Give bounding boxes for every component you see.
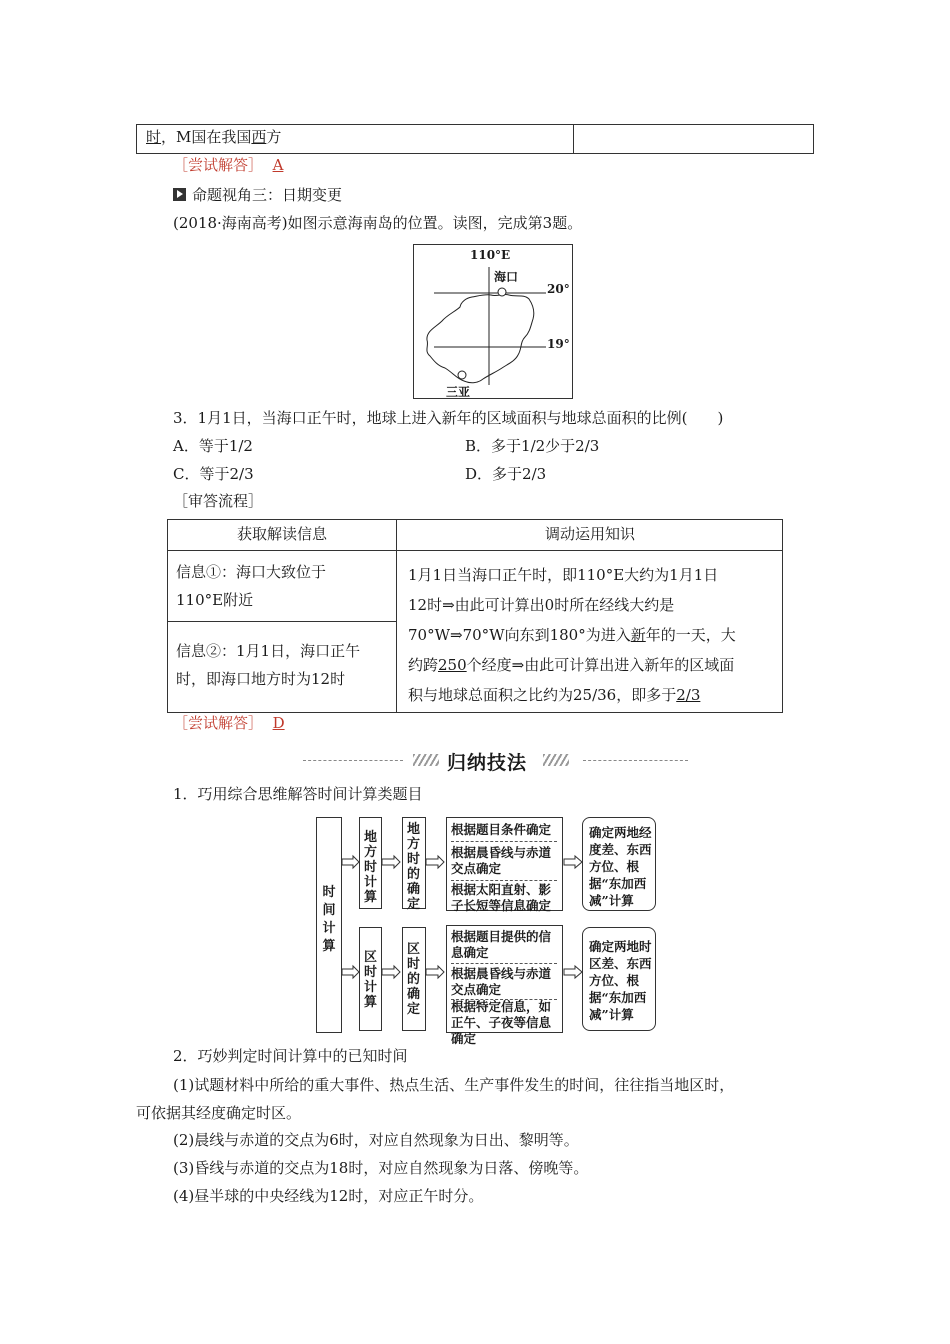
point-3: (3)昏线与赤道的交点为18时，对应自然现象为日落、傍晚等。 [173, 1159, 589, 1177]
lat-20-label: 20° [547, 282, 570, 296]
question-stem: 3．1月1日，当海口正午时，地球上进入新年的区域面积与地球总面积的比例( ) [173, 409, 724, 427]
header-info: 获取解读信息 [236, 525, 327, 543]
point-2: (2)晨线与赤道的交点为6时，对应自然现象为日出、黎明等。 [173, 1131, 579, 1149]
info-2: 信息②：1月1日，海口正午 时，即海口地方时为12时 [176, 642, 361, 688]
point-1a: (1)试题材料中所给的重大事件、热点生活、生产事件发生的时间，往往指当地区时， [173, 1076, 735, 1094]
hainan-map [413, 244, 573, 399]
flow-heading: ［审答流程］ [173, 492, 264, 510]
answer-1: ［尝试解答］ A [173, 156, 284, 174]
root-box: 时间计算 [316, 817, 342, 1033]
item-1-title: 1．巧用综合思维解答时间计算类题目 [173, 785, 423, 803]
banner [303, 748, 688, 772]
haikou-label: 海口 [494, 270, 519, 284]
meridian-label: 110°E [470, 248, 511, 262]
top-table-cell: 时，M国在我国西方 [146, 128, 282, 146]
analysis-table [167, 519, 783, 713]
option-b: B．多于1/2少于2/3 [465, 437, 600, 455]
banner-title: 归纳技法 [447, 752, 528, 774]
option-a: A．等于1/2 [173, 437, 253, 455]
local-result-box: 确定两地经度差、东西方位、根据“东加西减”计算 [582, 817, 656, 911]
local-det-box: 地方时的确定 [402, 817, 426, 909]
info-1: 信息①：海口大致位于 110°E附近 [176, 563, 327, 609]
answer-2: ［尝试解答］ D [173, 714, 285, 732]
point-4: (4)昼半球的中央经线为12时，对应正午时分。 [173, 1187, 484, 1205]
option-d: D．多于2/3 [465, 465, 547, 483]
zone-calc-box: 区时计算 [359, 927, 382, 1031]
hainan-map-drawing [414, 245, 572, 398]
item-2-title: 2．巧妙判定时间计算中的已知时间 [173, 1047, 408, 1065]
sanya-label: 三亚 [446, 385, 471, 399]
header-knowledge: 调动运用知识 [544, 525, 635, 543]
knowledge-cell: 1月1日当海口正午时，即110°E大约为1月1日 12时⇒由此可计算出0时所在经线大约是 70°W⇒70°W向东到180°为进入新年的一天，大 约跨250个经度⇒由此可计算出进入新年的区域面 积与地球总面积之比约为25/36，即多于2/3 [408, 566, 736, 704]
play-icon [173, 188, 186, 201]
section-3-heading: 命题视角三：日期变更 [173, 185, 342, 205]
zone-methods-box: 根据题目提供的信息确定 根据晨昏线与赤道交点确定 根据特定信息，如正午、子夜等信息确定 [446, 925, 563, 1033]
local-calc-box: 地方时计算 [359, 817, 382, 909]
zone-result-box: 确定两地时区差、东西方位、根据“东加西减”计算 [582, 927, 656, 1031]
zone-det-box: 区时的确定 [402, 927, 426, 1031]
point-1b: 可依据其经度确定时区。 [136, 1104, 302, 1122]
option-c: C．等于2/3 [173, 465, 254, 483]
time-calc-diagram [316, 815, 692, 1046]
lat-19-label: 19° [547, 337, 570, 351]
intro-text: (2018·海南高考)如图示意海南岛的位置。读图，完成第3题。 [173, 214, 583, 232]
top-table [136, 124, 814, 154]
local-methods-box: 根据题目条件确定 根据晨昏线与赤道交点确定 根据太阳直射、影子长短等信息确定 [446, 817, 563, 911]
